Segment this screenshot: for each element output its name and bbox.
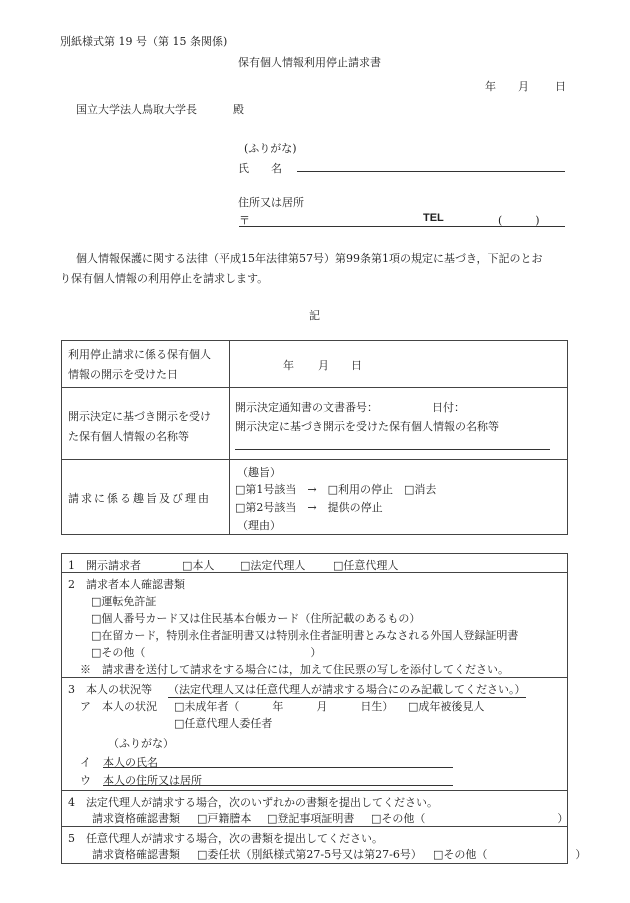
ki-heading: 記 <box>309 309 320 322</box>
page-title: 保有個人情報利用停止請求書 <box>238 56 381 69</box>
date-year-label: 年 <box>485 80 496 93</box>
section3-furigana: （ふりがな） <box>108 737 174 750</box>
section5-docs-label: 請求資格確認書類 <box>92 848 180 861</box>
intro-line-2: り保有個人情報の利用停止を請求します。 <box>60 272 269 285</box>
principal-address-field[interactable] <box>103 785 453 786</box>
date-month-label: 月 <box>518 80 529 93</box>
section3-i-prefix: イ <box>80 756 91 769</box>
row1-year: 年 <box>283 359 294 372</box>
principal-name-label: 本人の氏名 <box>103 756 158 769</box>
section1-label: 1 開示請求者 <box>68 559 141 572</box>
row2-info-name: 開示決定に基づき開示を受けた保有個人情報の名称等 <box>235 420 499 433</box>
intro-line-1: 個人情報保護に関する法律（平成15年法律第57号）第99条第1項の規定に基づき，下記のとお <box>76 252 543 265</box>
status-adult-ward-checkbox[interactable]: □成年被後見人 <box>408 700 485 713</box>
id-doc-mynumber-checkbox[interactable]: □個人番号カード又は住民基本台帳カード（住所記載のあるもの） <box>91 612 421 625</box>
table-row-separator <box>61 459 567 460</box>
principal-address-label: 本人の住所又は居所 <box>103 774 202 787</box>
row2-label-line2: た保有個人情報の名称等 <box>68 430 189 443</box>
section2-note: ※ 請求書を送付して請求をする場合には，加えて住民票の写しを添付してください。 <box>80 663 509 676</box>
applicant-address-field[interactable] <box>239 226 565 227</box>
section4-docs-label: 請求資格確認書類 <box>92 812 180 825</box>
row3-shushi: （趣旨） <box>237 466 281 479</box>
row2-date: 日付： <box>432 401 465 414</box>
requester-self-checkbox[interactable]: □本人 <box>182 559 215 572</box>
row3-riyu: （理由） <box>237 519 281 532</box>
section5-label: 5 任意代理人が請求する場合，次の書類を提出してください。 <box>68 832 383 845</box>
doc-other-checkbox[interactable]: □その他（ ） <box>371 812 569 825</box>
row2-label-line1: 開示決定に基づき開示を受け <box>68 410 211 423</box>
section4-label: 4 法定代理人が請求する場合，次のいずれかの書類を提出してください。 <box>68 796 438 809</box>
doc-registry-checkbox[interactable]: □登記事項証明書 <box>267 812 355 825</box>
row3-label: 請求に係る趣旨及び理由 <box>68 492 211 505</box>
principal-name-field[interactable] <box>103 767 453 768</box>
row3-item-2[interactable]: □第2号該当 → 提供の停止 <box>235 501 383 514</box>
date-day-label: 日 <box>555 80 566 93</box>
tel-label: TEL <box>423 212 444 224</box>
requester-legal-rep-checkbox[interactable]: □法定代理人 <box>240 559 306 572</box>
row2-doc-number: 開示決定通知書の文書番号： <box>235 401 378 414</box>
postal-mark: 〒 <box>239 214 250 227</box>
section2-label: 2 請求者本人確認書類 <box>68 578 185 591</box>
id-doc-license-checkbox[interactable]: □運転免許証 <box>91 595 157 608</box>
row1-label-line2: 情報の開示を受けた日 <box>68 368 178 381</box>
applicant-name-label: 氏 名 <box>238 162 282 175</box>
applicant-address-label: 住所又は居所 <box>238 196 304 209</box>
row2-info-name-field[interactable] <box>235 449 550 450</box>
table-divider <box>229 340 230 534</box>
section3-label: 3 本人の状況等 <box>68 683 152 696</box>
section3-u-prefix: ウ <box>80 774 91 787</box>
id-doc-residence-card-checkbox[interactable]: □在留カード，特別永住者証明書又は特別永住者証明書とみなされる外国人登録証明書 <box>91 629 519 642</box>
table-row-separator <box>61 790 567 791</box>
status-delegator-checkbox[interactable]: □任意代理人委任者 <box>174 717 273 730</box>
row1-day: 日 <box>351 359 362 372</box>
applicant-name-field[interactable] <box>297 171 565 172</box>
requester-voluntary-rep-checkbox[interactable]: □任意代理人 <box>333 559 399 572</box>
row1-label-line1: 利用停止請求に係る保有個人 <box>68 348 211 361</box>
id-doc-other-checkbox[interactable]: □その他（ ） <box>91 646 322 659</box>
table-row-separator <box>61 677 567 678</box>
row1-month: 月 <box>318 359 329 372</box>
addressee: 国立大学法人鳥取大学長 <box>76 103 197 116</box>
form-number: 別紙様式第 19 号（第 15 条関係) <box>60 35 228 48</box>
status-minor-checkbox[interactable]: □未成年者（ 年 月 日生） <box>174 700 394 713</box>
section3-note <box>168 681 526 697</box>
addressee-suffix: 殿 <box>233 103 244 116</box>
doc-other-checkbox-5[interactable]: □その他（ ） <box>433 848 587 861</box>
doc-power-of-attorney-checkbox[interactable]: □委任状（別紙様式第27-5号又は第27-6号） <box>197 848 422 861</box>
table-row-separator <box>61 826 567 827</box>
table-row-separator <box>61 387 567 388</box>
doc-koseki-checkbox[interactable]: □戸籍謄本 <box>197 812 252 825</box>
section3-note-text: （法定代理人又は任意代理人が請求する場合にのみ記載してください。） <box>168 683 526 696</box>
section3-a-label: ア 本人の状況 <box>80 700 157 713</box>
tel-paren: ( ) <box>498 214 540 227</box>
applicant-furigana: (ふりがな) <box>244 142 297 155</box>
row3-item-1[interactable]: □第1号該当 → □利用の停止 □消去 <box>235 483 437 496</box>
